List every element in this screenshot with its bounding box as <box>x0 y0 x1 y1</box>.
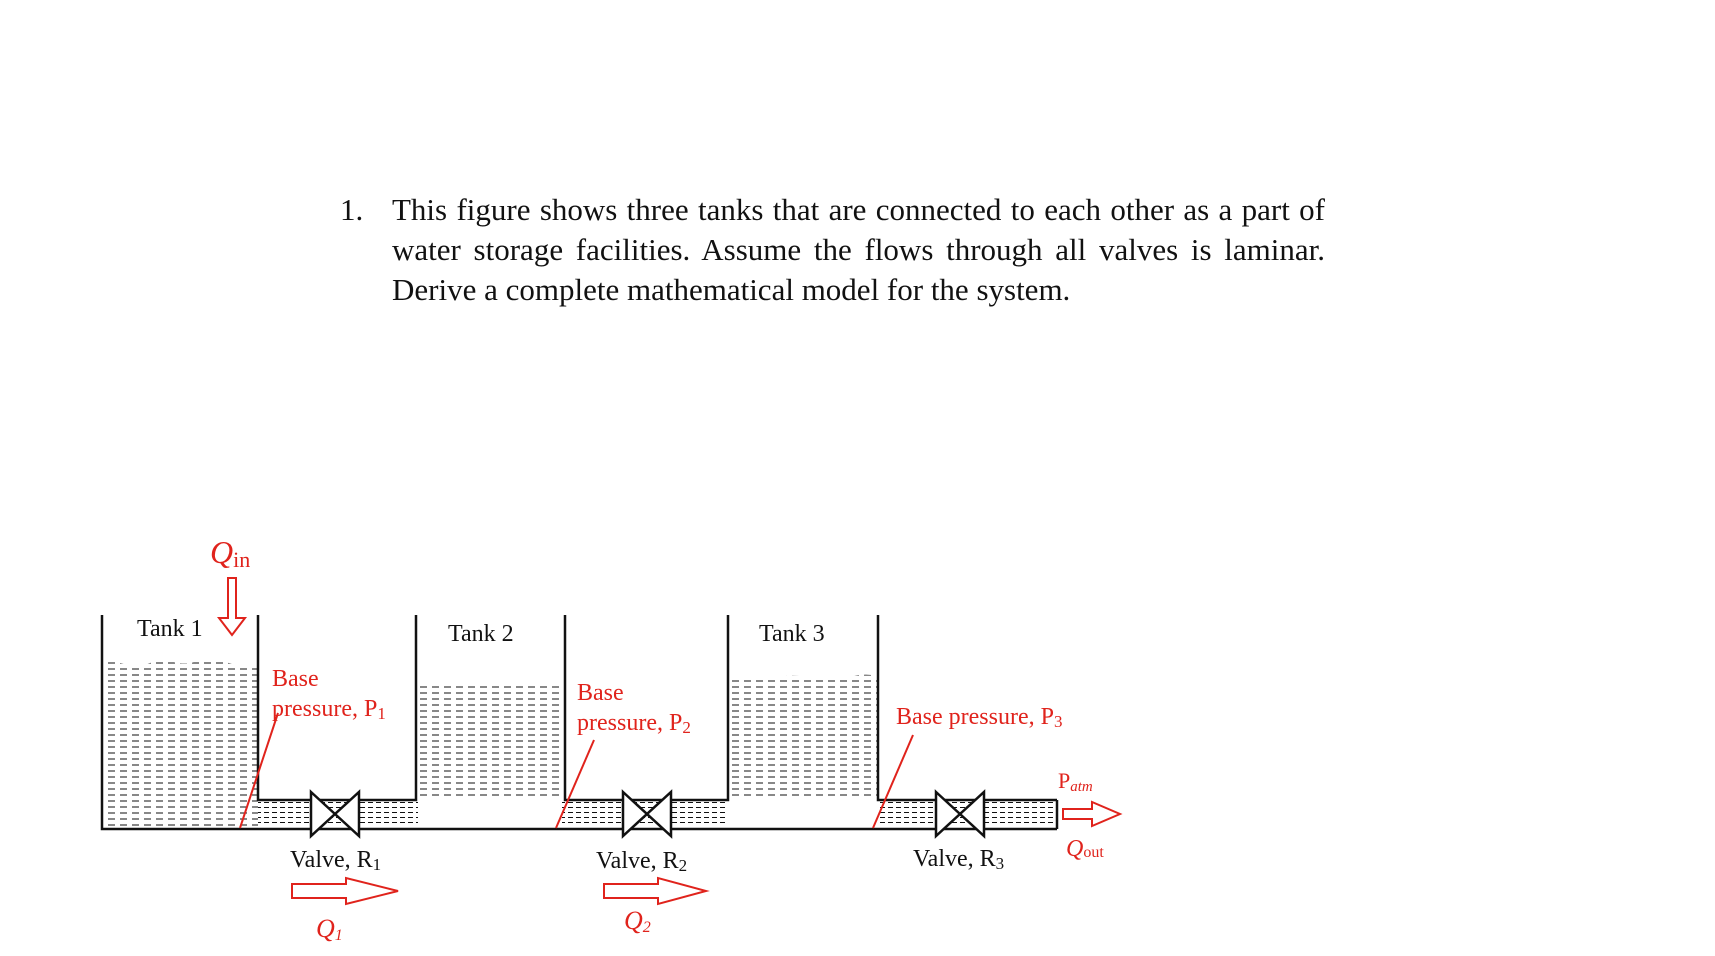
svg-text:Base pressure, P3: Base pressure, P3 <box>896 704 1063 731</box>
svg-text:Base: Base <box>577 680 624 706</box>
flow-2-label: Q2 <box>624 906 651 936</box>
valve-2-label: Valve, R2 <box>596 848 688 875</box>
pressure-1-label <box>272 666 386 723</box>
pressure-3-label <box>896 704 1062 731</box>
problem-number: 1. <box>340 192 364 227</box>
flow-1-arrow-icon <box>292 878 398 904</box>
inflow-arrow-icon <box>219 578 245 635</box>
pressure-2-label <box>577 680 691 737</box>
flow-1-label: Q1 <box>316 914 343 944</box>
outflow-arrow-icon <box>1063 802 1120 826</box>
svg-text:pressure, P2: pressure, P2 <box>577 710 691 737</box>
atmospheric-pressure-label: Patm <box>1058 768 1093 795</box>
tank-3-water <box>728 675 878 800</box>
valve-1-label: Valve, R1 <box>290 847 382 874</box>
tank-1-label: Tank 1 <box>137 616 203 642</box>
flow-2-arrow-icon <box>604 878 706 904</box>
tank-2-label: Tank 2 <box>448 621 514 647</box>
problem-text: This figure shows three tanks that are connected to each other as a part of water storage facilities. Assume the flows through all valves is laminar. Derive a complete mathematical model for the system. <box>392 192 1325 307</box>
outflow-label: Qout <box>1066 836 1104 862</box>
tank-1-water <box>102 661 258 826</box>
tank-2-water <box>416 684 562 800</box>
svg-text:pressure, P1: pressure, P1 <box>272 696 386 723</box>
svg-text:Base: Base <box>272 666 319 692</box>
inflow-label: Qin <box>210 534 251 572</box>
tank-3-label: Tank 3 <box>759 621 825 647</box>
valve-3-label: Valve, R3 <box>913 846 1005 873</box>
